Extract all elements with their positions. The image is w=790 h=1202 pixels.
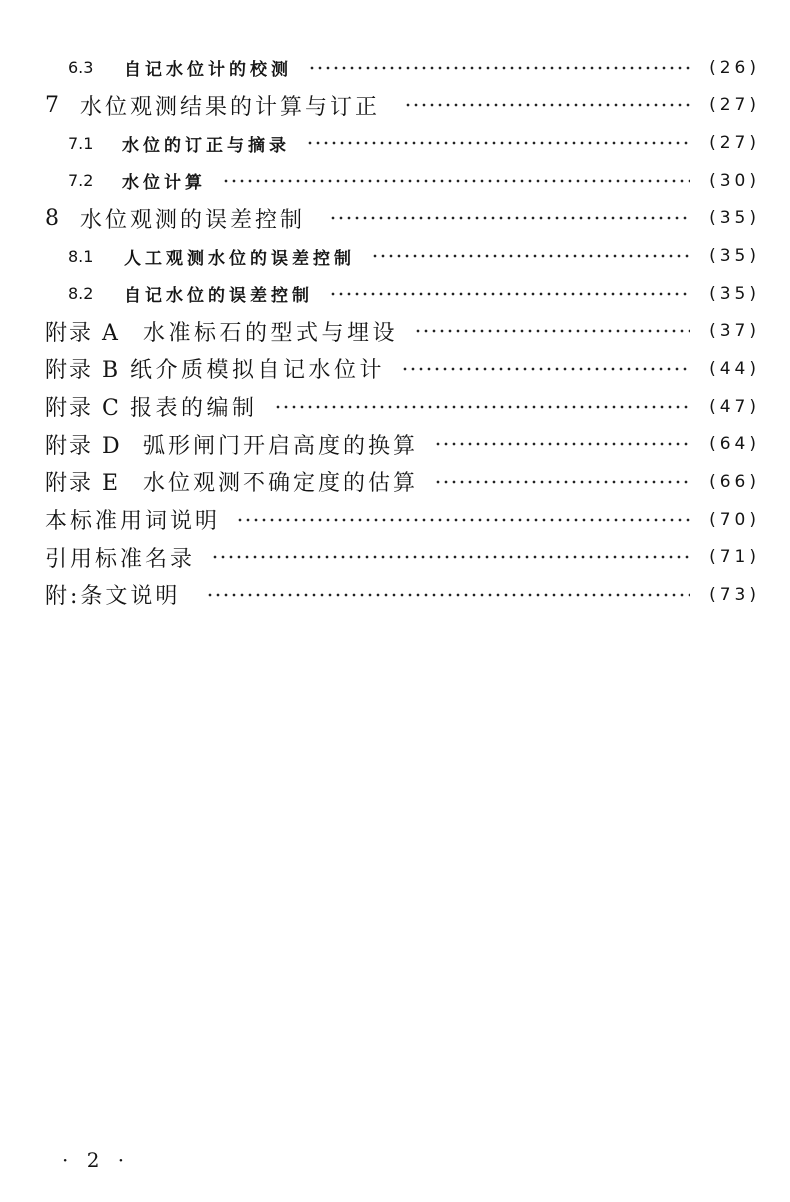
toc-entry-title: 水位观测不确定度的估算 <box>143 471 419 497</box>
toc-entry-title: 水准标石的型式与埋设 <box>143 320 399 346</box>
toc-entry-number: 附录 B <box>45 358 121 384</box>
dot-leader <box>211 554 690 560</box>
toc-entry-number: 附录 E <box>45 471 121 497</box>
toc-entry-page: (35) <box>709 246 760 267</box>
toc-entry-page: (27) <box>709 95 760 116</box>
toc-entry <box>45 388 760 426</box>
toc-entry-page: (37) <box>709 321 760 342</box>
dot-leader <box>222 178 690 184</box>
toc-entry-number: 7.2 <box>68 171 94 191</box>
toc-entry <box>45 162 760 200</box>
toc-entry <box>45 124 760 162</box>
toc-entry-title: 人工观测水位的误差控制 <box>124 248 355 269</box>
toc-entry-page: (47) <box>709 396 760 417</box>
toc-entry-page: (35) <box>709 283 760 304</box>
toc-entry-title: 水位计算 <box>122 173 206 194</box>
dot-leader <box>236 517 690 523</box>
toc-entry-title: 自记水位的误差控制 <box>124 286 313 307</box>
toc-entry-title: 水位观测的误差控制 <box>80 207 306 233</box>
toc-entry <box>45 425 760 463</box>
toc-entry-title: 自记水位计的校测 <box>124 60 292 81</box>
toc-entry <box>45 237 760 275</box>
toc-entry-number: 7 <box>45 92 59 118</box>
toc-entry-page: (30) <box>709 170 760 191</box>
toc-entry-page: (70) <box>709 509 760 530</box>
toc-entry-title: 本标准用词说明 <box>45 509 221 534</box>
dot-leader <box>306 140 690 146</box>
toc-entry-number: 附录 A <box>45 320 120 346</box>
toc-entry <box>45 576 760 614</box>
toc-entry-page: (35) <box>709 208 760 229</box>
dot-leader <box>401 366 690 372</box>
dot-leader <box>206 592 690 598</box>
dot-leader <box>329 291 690 297</box>
toc-entry <box>45 87 760 125</box>
dot-leader <box>329 215 690 221</box>
dot-leader <box>404 102 690 108</box>
dot-leader <box>434 441 690 447</box>
dot-leader <box>274 404 690 410</box>
toc-entry-page: (66) <box>709 471 760 492</box>
toc-entry-page: (26) <box>709 57 760 78</box>
toc-entry-title: 附:条文说明 <box>45 584 181 610</box>
toc-entry-number: 6.3 <box>68 58 94 78</box>
toc-entry <box>45 463 760 501</box>
toc-entry-number: 8.2 <box>68 284 94 304</box>
toc-entry-number: 附录 C <box>45 396 121 422</box>
dot-leader <box>308 65 690 71</box>
toc-entry <box>45 538 760 576</box>
toc-entry <box>45 312 760 350</box>
toc-entry-page: (44) <box>709 358 760 379</box>
toc-entry <box>45 200 760 238</box>
toc-entry <box>45 275 760 313</box>
page-number: · 2 · <box>62 1148 131 1172</box>
toc-entry-page: (64) <box>709 434 760 455</box>
table-of-contents <box>45 49 760 614</box>
toc-entry-title: 水位的订正与摘录 <box>122 135 290 156</box>
dot-leader <box>414 328 690 334</box>
toc-entry-number: 8.1 <box>68 246 94 266</box>
toc-entry-title: 引用标准名录 <box>45 546 196 572</box>
toc-entry-title: 弧形闸门开启高度的换算 <box>143 433 419 459</box>
toc-entry-title: 水位观测结果的计算与订正 <box>80 94 381 120</box>
toc-entry-page: (71) <box>709 547 760 568</box>
toc-entry-page: (27) <box>709 133 760 154</box>
toc-entry-title: 报表的编制 <box>130 396 258 422</box>
toc-entry-title: 纸介质模拟自记水位计 <box>130 358 386 384</box>
toc-entry <box>45 350 760 388</box>
toc-entry-number: 附录 D <box>45 433 122 459</box>
dot-leader <box>434 479 690 485</box>
toc-entry <box>45 501 760 539</box>
toc-entry-page: (73) <box>709 584 760 605</box>
toc-entry-number: 8 <box>45 205 59 231</box>
toc-entry-number: 7.1 <box>68 133 94 153</box>
toc-entry <box>45 49 760 87</box>
dot-leader <box>371 253 690 259</box>
